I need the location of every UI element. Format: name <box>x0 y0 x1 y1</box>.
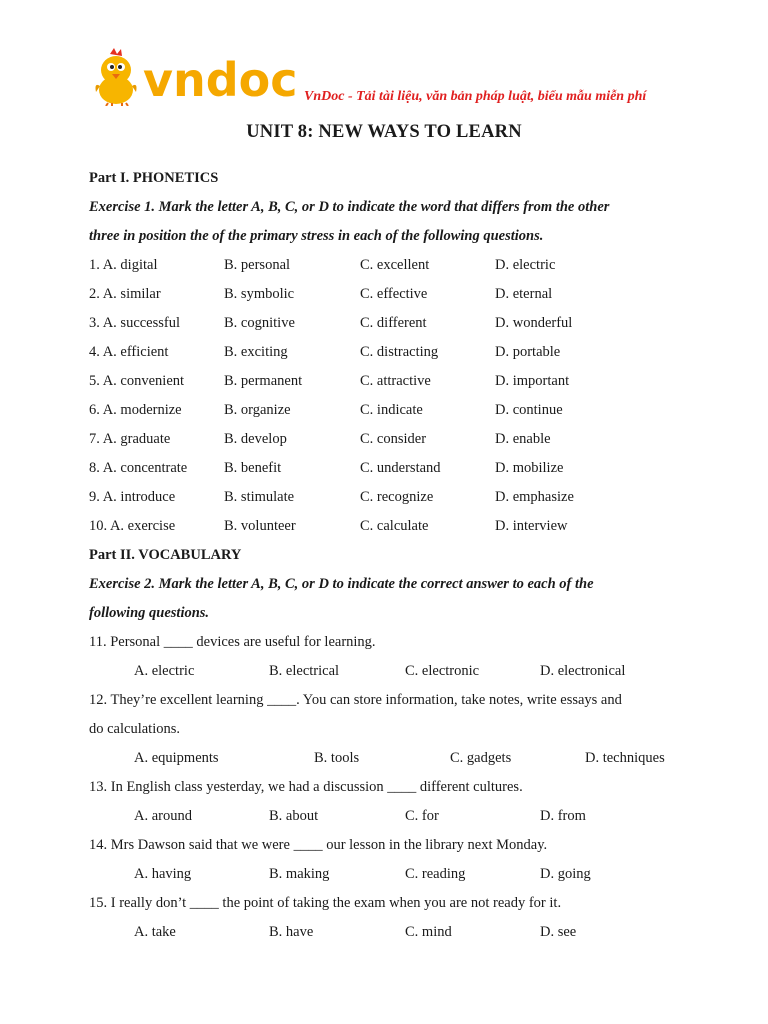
option-d: D. important <box>495 373 570 389</box>
option-b: B. volunteer <box>224 518 296 534</box>
option-d: D. wonderful <box>495 315 573 331</box>
option-b: B. organize <box>224 402 291 418</box>
page-title: UNIT 8: NEW WAYS TO LEARN <box>246 122 522 142</box>
option-a: A. equipments <box>134 750 219 766</box>
phonetics-question-row <box>0 429 768 449</box>
exercise2-instruction-line1: Exercise 2. Mark the letter A, B, C, or D to indicate the correct answer to each of the <box>89 576 594 592</box>
option-b: B. exciting <box>224 344 288 360</box>
question-14-options <box>0 864 768 884</box>
option-c: C. consider <box>360 431 427 447</box>
option-a: 7. A. graduate <box>89 431 171 447</box>
option-a: 1. A. digital <box>89 257 158 273</box>
option-c: C. effective <box>360 286 428 302</box>
question-15-stem: 15. I really don’t ____ the point of taking the exam when you are not ready for it. <box>89 895 562 911</box>
option-b: B. stimulate <box>224 489 295 505</box>
question-12-stem-continued: do calculations. <box>89 721 181 737</box>
phonetics-question-row <box>0 371 768 391</box>
option-c: C. electronic <box>405 663 480 679</box>
option-a: A. having <box>134 866 192 882</box>
part1-heading: Part I. PHONETICS <box>89 170 219 186</box>
question-13-options <box>0 806 768 826</box>
option-b: B. develop <box>224 431 287 447</box>
phonetics-question-row <box>0 342 768 362</box>
option-c: C. reading <box>405 866 466 882</box>
option-b: B. symbolic <box>224 286 295 302</box>
header-tagline: VnDoc - Tải tài liệu, văn bản pháp luật, biểu mẫu miễn phí <box>304 89 647 104</box>
option-a: 9. A. introduce <box>89 489 176 505</box>
option-a: A. around <box>134 808 192 824</box>
option-d: D. interview <box>495 518 568 534</box>
option-d: D. techniques <box>585 750 665 766</box>
option-d: D. emphasize <box>495 489 574 505</box>
option-c: C. recognize <box>360 489 434 505</box>
option-b: B. permanent <box>224 373 303 389</box>
option-d: D. going <box>540 866 591 882</box>
option-c: C. excellent <box>360 257 430 273</box>
option-c: C. understand <box>360 460 441 476</box>
option-a: 8. A. concentrate <box>89 460 188 476</box>
option-d: D. mobilize <box>495 460 564 476</box>
question-14-stem: 14. Mrs Dawson said that we were ____ our lesson in the library next Monday. <box>89 837 548 853</box>
vndoc-logo <box>143 56 298 104</box>
option-d: D. see <box>540 924 577 940</box>
option-d: D. continue <box>495 402 563 418</box>
option-b: B. tools <box>314 750 360 766</box>
page-header <box>0 0 768 115</box>
option-b: B. have <box>269 924 314 940</box>
option-b: B. benefit <box>224 460 282 476</box>
option-a: A. electric <box>134 663 195 679</box>
option-d: D. electronical <box>540 663 626 679</box>
phonetics-question-row <box>0 458 768 478</box>
exercise2-instruction-line2: following questions. <box>89 605 210 621</box>
phonetics-question-row <box>0 313 768 333</box>
option-d: D. portable <box>495 344 561 360</box>
option-d: D. from <box>540 808 586 824</box>
option-a: 10. A. exercise <box>89 518 176 534</box>
question-13-stem: 13. In English class yesterday, we had a discussion ____ different cultures. <box>89 779 523 795</box>
option-c: C. gadgets <box>450 750 512 766</box>
option-a: 3. A. successful <box>89 315 181 331</box>
question-12-options <box>0 748 768 768</box>
question-11-stem: 11. Personal ____ devices are useful for learning. <box>89 634 376 650</box>
option-c: C. indicate <box>360 402 423 418</box>
option-a: 5. A. convenient <box>89 373 185 389</box>
option-d: D. enable <box>495 431 551 447</box>
exercise1-instruction-line2: three in position the of the primary stress in each of the following questions. <box>89 228 544 244</box>
phonetics-question-row <box>0 516 768 536</box>
option-c: C. distracting <box>360 344 439 360</box>
option-b: B. about <box>269 808 319 824</box>
option-c: C. calculate <box>360 518 429 534</box>
question-11-options <box>0 661 768 681</box>
phonetics-question-row <box>0 487 768 507</box>
option-c: C. different <box>360 315 427 331</box>
option-a: 6. A. modernize <box>89 402 182 418</box>
option-d: D. eternal <box>495 286 553 302</box>
option-b: B. making <box>269 866 330 882</box>
option-c: C. for <box>405 808 439 824</box>
part2-heading: Part II. VOCABULARY <box>89 547 242 563</box>
option-c: C. mind <box>405 924 452 940</box>
option-a: 4. A. efficient <box>89 344 169 360</box>
phonetics-question-row <box>0 400 768 420</box>
phonetics-question-row <box>0 284 768 304</box>
chick-mascot-icon <box>92 48 140 106</box>
question-12-stem: 12. They’re excellent learning ____. You can store information, take notes, write essays and <box>89 692 622 708</box>
exercise1-instruction-line1: Exercise 1. Mark the letter A, B, C, or D to indicate the word that differs from the other <box>89 199 610 215</box>
option-c: C. attractive <box>360 373 431 389</box>
svg-text:vndoc: vndoc <box>143 56 298 104</box>
option-a: A. take <box>134 924 176 940</box>
option-b: B. cognitive <box>224 315 295 331</box>
phonetics-question-row <box>0 255 768 275</box>
option-b: B. personal <box>224 257 291 273</box>
option-b: B. electrical <box>269 663 340 679</box>
option-d: D. electric <box>495 257 556 273</box>
question-15-options <box>0 922 768 942</box>
option-a: 2. A. similar <box>89 286 161 302</box>
